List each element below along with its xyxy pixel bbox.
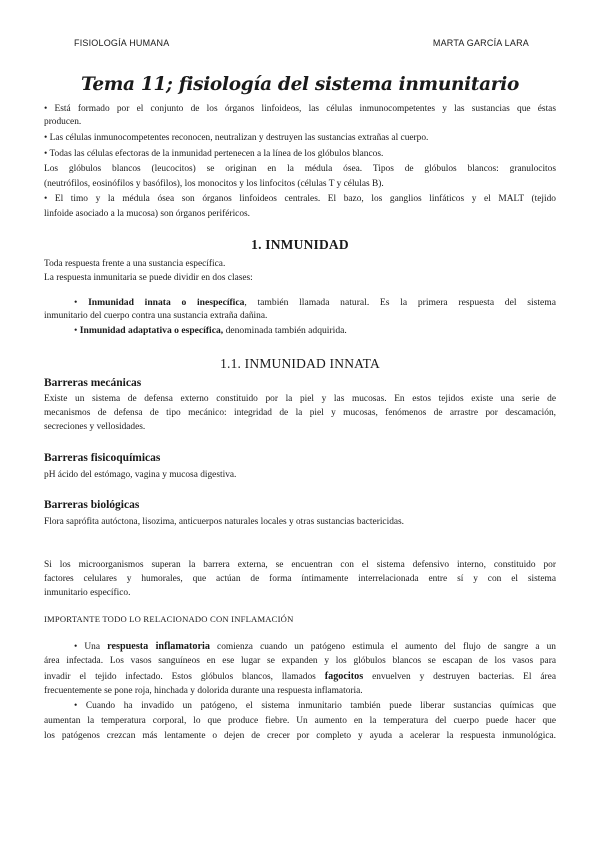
sec1-paragraph-2: La respuesta inmunitaria se puede dividir en dos clases:	[44, 273, 253, 283]
intro-line-3: • Las células inmunocompetentes reconocen, neutralizan y destruyen las sustancias extrañas al cuerpo.	[44, 133, 429, 143]
internal-line-2: factores celulares y humorales, que actúan de forma íntimamente interrelacionada entre sí y con el sistema	[44, 574, 556, 584]
header-author: MARTA GARCÍA LARA	[432, 38, 529, 48]
bullet-dot: • Una	[74, 642, 108, 652]
intro-line-8: linfoide asociado a la mucosa) son órganos periféricos.	[44, 209, 251, 219]
mec-line-3: secreciones y vellosidades.	[44, 422, 146, 432]
fever-line-1: • Cuando ha invadido un patógeno, el sistema inmunitario también puede liberar sustancias químicas que	[74, 701, 556, 711]
inflammation-l3-rest: envuelven y destruyen bacterias. El área	[363, 672, 556, 682]
phagocytes-term: fagocitos	[324, 671, 364, 682]
subheading-barreras-fisicoquimicas: Barreras fisicoquímicas	[44, 452, 161, 464]
internal-line-1: Si los microorganismos superan la barrera externa, se encuentran con el sistema defensivo interno, constituido por	[44, 560, 556, 570]
inflammation-text: comienza cuando un patógeno estimula el aumento del flujo de sangre a un	[209, 642, 556, 652]
internal-line-3: inmunitario específico.	[44, 588, 131, 598]
header-subject: FISIOLOGÍA HUMANA	[74, 38, 170, 48]
mec-line-2: mecanismos de defensa de tipo mecánico: integridad de la piel y mucosas, fenómenos de arrastre por descamación,	[44, 408, 556, 418]
bullet-dot: •	[74, 325, 80, 336]
intro-line-5: Los glóbulos blancos (leucocitos) se originan en la médula ósea. Tipos de glóbulos blancos: granulocitos	[44, 164, 556, 174]
intro-line-4: • Todas las células efectoras de la inmunidad pertenecen a la línea de los glóbulos blancos.	[44, 149, 384, 159]
adaptive-desc: denominada también adquirida.	[223, 325, 347, 336]
intro-line-2: producen.	[44, 117, 82, 127]
document-title: Tema 11; fisiología del sistema inmunitario	[80, 74, 520, 95]
bullet-adaptive-immunity	[74, 324, 556, 337]
sec1-paragraph-1: Toda respuesta frente a una sustancia específica.	[44, 259, 226, 269]
section-heading-inmunidad: 1. INMUNIDAD	[251, 237, 349, 252]
subheading-barreras-mecanicas: Barreras mecánicas	[44, 377, 142, 389]
intro-line-6: (neutrófilos, eosinófilos y basófilos), los monocitos y los linfocitos (células T y células B).	[44, 179, 384, 189]
inflammation-line-4: frecuentemente se pone roja, hinchada y dolorida durante una respuesta inflamatoria.	[44, 686, 363, 696]
fq-line-1: pH ácido del estómago, vagina y mucosa digestiva.	[44, 470, 237, 480]
mec-line-1: Existe un sistema de defensa externo constituido por la piel y las mucosas. En estos tejidos existe una serie de	[44, 394, 556, 404]
section-heading-inmunidad-innata: 1.1. INMUNIDAD INNATA	[220, 356, 380, 371]
subheading-barreras-biologicas: Barreras biológicas	[44, 499, 140, 511]
inflammation-line-1	[74, 640, 556, 654]
inflammation-term: respuesta inflamatoria	[107, 641, 210, 652]
innate-desc: , también llamada natural. Es la primera respuesta del sistema	[244, 297, 556, 308]
inflammation-line-3	[44, 670, 556, 684]
important-note: IMPORTANTE TODO LO RELACIONADO CON INFLAMACIÓN	[44, 614, 294, 624]
bullet-dot: •	[74, 297, 89, 308]
innate-term: Inmunidad innata o inespecífica	[88, 297, 245, 308]
inflammation-l3-pre: invadir el tejido infectado. Estos glóbulos blancos, llamados	[44, 672, 325, 682]
inflammation-line-2: área infectada. Los vasos sanguíneos en ese lugar se expanden y los glóbulos blancos se escapan de los vasos para	[44, 656, 556, 666]
intro-line-7: • El timo y la médula ósea son órganos linfoideos centrales. El bazo, los ganglios linfáticos y el MALT (tejido	[44, 194, 556, 204]
bullet-innate-immunity	[74, 296, 556, 309]
fever-line-3: los patógenos crezcan más lentamente o dejen de crecer por completo y ayuda a acelerar la respuesta inmunológica.	[44, 731, 556, 741]
intro-line-1: • Está formado por el conjunto de los órganos linfoideos, las células inmunocompetentes y las sustancias que éstas	[44, 104, 556, 114]
bio-line-1: Flora saprófita autóctona, lisozima, anticuerpos naturales locales y otras sustancias bactericidas.	[44, 517, 405, 527]
bullet-innate-line-2: inmunitario del cuerpo contra una sustancia extraña dañina.	[44, 311, 268, 321]
adaptive-term: Inmunidad adaptativa o específica,	[79, 325, 224, 336]
fever-line-2: aumentan la temperatura corporal, lo que produce fiebre. Un aumento en la temperatura del cuerpo puede hacer que	[44, 716, 556, 726]
